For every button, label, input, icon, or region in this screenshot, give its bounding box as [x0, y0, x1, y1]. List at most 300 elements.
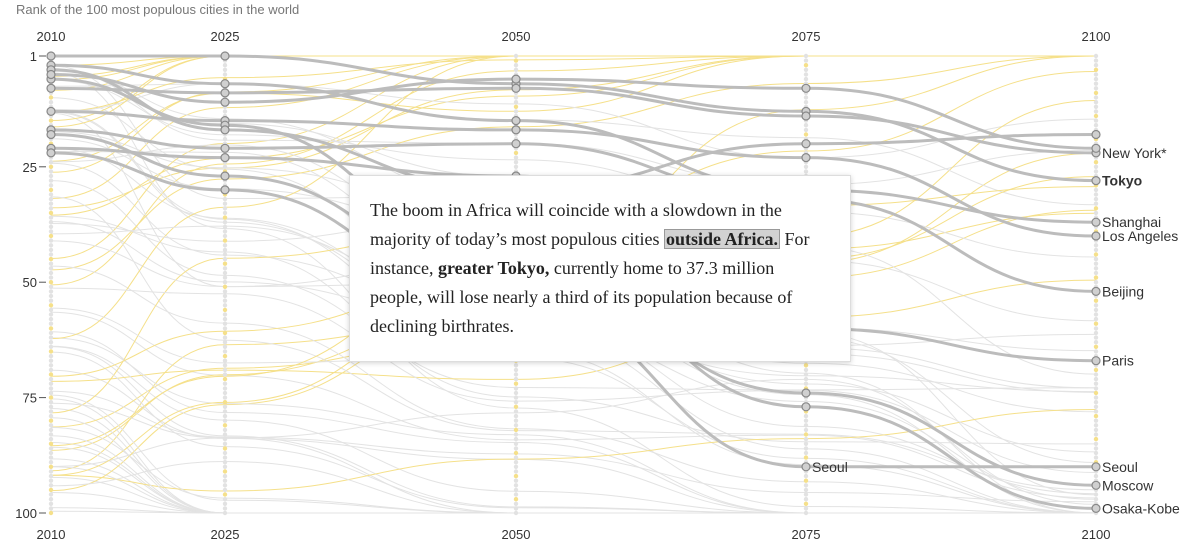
rank-dot	[514, 437, 518, 441]
background-line	[51, 428, 1096, 514]
rank-dot	[223, 262, 227, 266]
rank-dot	[804, 479, 808, 483]
rank-dot	[223, 294, 227, 298]
x-tick-label: 2025	[210, 29, 240, 44]
rank-dot	[514, 419, 518, 423]
rank-dot	[49, 423, 53, 427]
rank-dot	[223, 372, 227, 376]
rank-dot	[223, 229, 227, 233]
rank-dot	[49, 294, 53, 298]
rank-dot	[514, 502, 518, 506]
rank-dot	[514, 95, 518, 99]
rank-dot	[1094, 262, 1098, 266]
series-point[interactable]	[512, 126, 520, 134]
rank-dot	[49, 118, 53, 122]
rank-dot	[514, 54, 518, 58]
rank-dot	[223, 215, 227, 219]
rank-dot	[49, 460, 53, 464]
rank-dot	[49, 455, 53, 459]
rank-dot	[514, 100, 518, 104]
rank-dot	[1094, 54, 1098, 58]
rank-dot	[1094, 349, 1098, 353]
rank-dot	[49, 419, 53, 423]
y-tick-label: 100	[15, 506, 37, 521]
rank-dot	[223, 354, 227, 358]
rank-dot	[223, 492, 227, 496]
series-point[interactable]	[47, 52, 55, 60]
rank-dot	[1094, 400, 1098, 404]
city-label: Shanghai	[1102, 214, 1162, 231]
rank-dot	[1094, 322, 1098, 326]
rank-dot	[49, 377, 53, 381]
series-point[interactable]	[221, 186, 229, 194]
series-point[interactable]	[802, 403, 810, 411]
rank-dot	[223, 419, 227, 423]
rank-dot	[1094, 446, 1098, 450]
rank-dot	[514, 492, 518, 496]
rank-dot	[49, 469, 53, 473]
y-axis	[15, 49, 46, 521]
background-line	[51, 462, 1096, 514]
rank-dot	[1094, 197, 1098, 201]
rank-dot	[223, 451, 227, 455]
annotation-text-1: The boom in Africa will coincide with a slowdown in the majority of today’s most populous cities	[370, 200, 782, 249]
rank-dot	[223, 285, 227, 289]
rank-dot	[804, 382, 808, 386]
series-point[interactable]	[221, 126, 229, 134]
rank-dot	[804, 423, 808, 427]
rank-dot	[1094, 405, 1098, 409]
series-point[interactable]	[512, 140, 520, 148]
rank-dot	[804, 432, 808, 436]
rank-dot	[49, 225, 53, 229]
rank-dot	[223, 423, 227, 427]
rank-dot	[514, 109, 518, 113]
rank-dot	[514, 68, 518, 72]
rank-dot	[223, 349, 227, 353]
rank-dot	[804, 511, 808, 515]
series-point[interactable]	[47, 71, 55, 79]
rank-dot	[223, 63, 227, 67]
rank-dot	[49, 229, 53, 233]
rank-dot	[514, 377, 518, 381]
series-point[interactable]	[802, 154, 810, 162]
rank-dot	[514, 506, 518, 510]
rank-dot	[514, 386, 518, 390]
rank-dot	[804, 492, 808, 496]
rank-dot	[49, 271, 53, 275]
series-point[interactable]	[1092, 131, 1100, 139]
rank-dot	[1094, 312, 1098, 316]
series-point[interactable]	[512, 84, 520, 92]
city-label: Paris	[1102, 352, 1134, 369]
series-point[interactable]	[1092, 357, 1100, 365]
series-point[interactable]	[1092, 218, 1100, 226]
series-point[interactable]	[802, 389, 810, 397]
series-point[interactable]	[221, 52, 229, 60]
rank-dot	[49, 372, 53, 376]
rank-dot	[49, 220, 53, 224]
series-point[interactable]	[1092, 177, 1100, 185]
rank-dot	[223, 340, 227, 344]
rank-dot	[804, 58, 808, 62]
rank-dot	[514, 155, 518, 159]
rank-dot	[49, 506, 53, 510]
rank-dot	[223, 206, 227, 210]
rank-dot	[49, 206, 53, 210]
rank-dot	[1094, 299, 1098, 303]
rank-dot	[804, 483, 808, 487]
rank-dot	[223, 488, 227, 492]
rank-dot	[1094, 160, 1098, 164]
rank-dot	[49, 192, 53, 196]
rank-dot	[1094, 497, 1098, 501]
rank-dot	[1094, 303, 1098, 307]
rank-dot	[514, 511, 518, 515]
rank-dot	[1094, 188, 1098, 192]
rank-dot	[514, 63, 518, 67]
rank-dot	[804, 502, 808, 506]
series-point[interactable]	[47, 84, 55, 92]
rank-dot	[1094, 474, 1098, 478]
rank-dot	[1094, 437, 1098, 441]
rank-dot	[223, 395, 227, 399]
rank-dot	[804, 77, 808, 81]
rank-dot	[223, 446, 227, 450]
y-tick-label: 1	[29, 49, 37, 64]
series-point[interactable]	[1092, 481, 1100, 489]
rank-dot	[514, 446, 518, 450]
annotation-highlight: outside Africa.	[665, 229, 778, 249]
rank-dot	[49, 280, 53, 284]
background-line	[51, 347, 1096, 513]
rank-dot	[49, 483, 53, 487]
rank-dot	[514, 405, 518, 409]
background-line	[51, 493, 1096, 514]
rank-dot	[49, 340, 53, 344]
city-label: New York*	[1102, 144, 1167, 161]
city-label: Seoul	[812, 458, 848, 475]
rank-dot	[49, 174, 53, 178]
rank-dot	[49, 197, 53, 201]
rank-dot	[223, 363, 227, 367]
rank-dot	[49, 234, 53, 238]
series-point[interactable]	[47, 149, 55, 157]
rank-dot	[514, 460, 518, 464]
y-tick-label: 50	[22, 275, 37, 291]
rank-dot	[804, 95, 808, 99]
rank-dot	[1094, 248, 1098, 252]
x-tick-label: 2010	[36, 527, 66, 542]
rank-dot	[514, 363, 518, 367]
rank-dot	[49, 257, 53, 261]
rank-dot	[1094, 109, 1098, 113]
rank-dot	[1094, 345, 1098, 349]
background-line	[51, 467, 1096, 513]
rank-dot	[49, 312, 53, 316]
rank-dot	[49, 202, 53, 206]
background-line	[51, 379, 1096, 504]
series-point[interactable]	[802, 463, 810, 471]
rank-dot	[1094, 317, 1098, 321]
rank-dot	[223, 479, 227, 483]
rank-dot	[1094, 58, 1098, 62]
rank-dot	[514, 160, 518, 164]
rank-dot	[1094, 202, 1098, 206]
rank-dot	[49, 465, 53, 469]
rank-dot	[804, 363, 808, 367]
rank-dot	[1094, 211, 1098, 215]
rank-dot	[223, 437, 227, 441]
rank-dot	[223, 248, 227, 252]
rank-dot	[223, 211, 227, 215]
rank-dot	[1094, 451, 1098, 455]
rank-dot	[1094, 206, 1098, 210]
rank-dot	[1094, 414, 1098, 418]
y-tick-label: 25	[22, 159, 37, 175]
rank-dot	[49, 428, 53, 432]
rank-dot	[223, 308, 227, 312]
rank-dot	[223, 252, 227, 256]
rank-dot	[223, 317, 227, 321]
rank-dot	[1094, 165, 1098, 169]
city-label: Los Angeles	[1102, 228, 1179, 244]
annotation-text-3: currently home to 37.3 million people, will lose nearly a third of its population because of declining birthrates.	[370, 258, 793, 336]
rank-dot	[49, 409, 53, 413]
rank-dot	[49, 354, 53, 358]
series-point[interactable]	[512, 117, 520, 125]
rank-dot	[49, 266, 53, 270]
rank-dot	[223, 266, 227, 270]
rank-dot	[49, 95, 53, 99]
rank-dot	[223, 400, 227, 404]
series-point[interactable]	[221, 80, 229, 88]
x-tick-label: 2075	[791, 29, 821, 44]
rank-dot	[49, 252, 53, 256]
rank-dot	[49, 368, 53, 372]
chart-title: Rank of the 100 most populous cities in the world	[16, 2, 300, 17]
rank-dot	[49, 405, 53, 409]
rank-dot	[49, 386, 53, 390]
rank-dot	[49, 395, 53, 399]
rank-dot	[49, 308, 53, 312]
rank-dot	[49, 188, 53, 192]
rank-dot	[49, 511, 53, 515]
series-point[interactable]	[802, 84, 810, 92]
rank-dot	[1094, 100, 1098, 104]
rank-dot	[1094, 326, 1098, 330]
series-point[interactable]	[1092, 504, 1100, 512]
rank-dot	[49, 382, 53, 386]
rank-dot	[1094, 192, 1098, 196]
rank-dot	[804, 414, 808, 418]
rank-dot	[49, 359, 53, 363]
rank-dot	[804, 128, 808, 132]
rank-dot	[804, 132, 808, 136]
rank-dot	[223, 72, 227, 76]
rank-dot	[223, 197, 227, 201]
rank-dot	[804, 497, 808, 501]
rank-dot	[1094, 86, 1098, 90]
rank-dot	[49, 451, 53, 455]
rank-dot	[804, 72, 808, 76]
annotation-text-2: For instance,	[370, 229, 810, 278]
rank-dot	[49, 437, 53, 441]
rank-dot	[804, 100, 808, 104]
rank-dot	[49, 349, 53, 353]
rank-dot	[514, 497, 518, 501]
series-point[interactable]	[802, 112, 810, 120]
series-point[interactable]	[47, 131, 55, 139]
background-line	[51, 346, 1096, 513]
rank-dot	[223, 409, 227, 413]
series-point[interactable]	[1092, 144, 1100, 152]
rank-dot	[514, 483, 518, 487]
rank-dot	[514, 151, 518, 155]
x-tick-label: 2100	[1081, 29, 1111, 44]
rank-dot	[49, 165, 53, 169]
series-point[interactable]	[221, 89, 229, 97]
rank-dot	[49, 391, 53, 395]
rank-dot	[49, 492, 53, 496]
series-point[interactable]	[1092, 232, 1100, 240]
rank-dot	[223, 280, 227, 284]
rank-dot	[49, 160, 53, 164]
rank-dot	[223, 331, 227, 335]
x-tick-label: 2075	[791, 527, 821, 542]
rank-dot	[1094, 308, 1098, 312]
rank-dot	[223, 68, 227, 72]
rank-dot	[1094, 419, 1098, 423]
rank-dot	[223, 312, 227, 316]
series-point[interactable]	[1092, 287, 1100, 295]
rank-dot	[1094, 423, 1098, 427]
rank-dot	[223, 299, 227, 303]
rank-dot	[223, 511, 227, 515]
series-point[interactable]	[221, 144, 229, 152]
rank-dot	[514, 474, 518, 478]
rank-dot	[1094, 82, 1098, 86]
rank-dot	[223, 322, 227, 326]
rank-dot	[514, 414, 518, 418]
series-point[interactable]	[47, 107, 55, 115]
series-point[interactable]	[1092, 463, 1100, 471]
rank-dot	[1094, 492, 1098, 496]
rank-dot	[223, 165, 227, 169]
rank-dot	[223, 257, 227, 261]
rank-dot	[49, 414, 53, 418]
rank-dot	[49, 285, 53, 289]
rank-dot	[804, 455, 808, 459]
city-label: Osaka-Kobe	[1102, 500, 1180, 517]
rank-dot	[223, 455, 227, 459]
rank-dot	[1094, 382, 1098, 386]
series-point[interactable]	[221, 172, 229, 180]
background-line	[51, 56, 1096, 76]
rank-dot	[804, 419, 808, 423]
rank-dot	[1094, 377, 1098, 381]
rank-dot	[514, 105, 518, 109]
rank-dot	[804, 442, 808, 446]
rank-dot	[223, 271, 227, 275]
rank-dot	[1094, 409, 1098, 413]
rank-dot	[1094, 68, 1098, 72]
rank-dot	[1094, 372, 1098, 376]
rank-dot	[223, 335, 227, 339]
rank-dot	[49, 178, 53, 182]
rank-dot	[804, 68, 808, 72]
top-x-axis	[37, 29, 1111, 44]
rank-dot	[514, 409, 518, 413]
rank-dot	[223, 275, 227, 279]
series-point[interactable]	[802, 140, 810, 148]
rank-dot	[223, 497, 227, 501]
rank-dot	[1094, 169, 1098, 173]
x-tick-label: 2025	[210, 527, 240, 542]
rank-dot	[514, 442, 518, 446]
rank-dot	[223, 303, 227, 307]
rank-dot	[223, 225, 227, 229]
rank-dot	[223, 368, 227, 372]
y-tick-label: 75	[22, 390, 37, 406]
rank-dot	[1094, 280, 1098, 284]
series-point[interactable]	[221, 154, 229, 162]
rank-dot	[223, 238, 227, 242]
rank-dot	[223, 377, 227, 381]
background-line	[51, 56, 1096, 121]
x-tick-label: 2050	[501, 527, 531, 542]
rank-dot	[223, 442, 227, 446]
rank-dot	[223, 289, 227, 293]
rank-dot	[1094, 275, 1098, 279]
rank-dot	[49, 363, 53, 367]
series-point[interactable]	[221, 98, 229, 106]
rank-dot	[804, 451, 808, 455]
rank-dot	[1094, 63, 1098, 67]
rank-dot	[223, 414, 227, 418]
rank-dot	[1094, 72, 1098, 76]
rank-dot	[514, 368, 518, 372]
rank-dot	[223, 469, 227, 473]
rank-dot	[804, 428, 808, 432]
annotation-city: greater Tokyo,	[437, 258, 550, 278]
x-tick-label: 2100	[1081, 527, 1111, 542]
rank-dot	[49, 345, 53, 349]
rank-dot	[514, 469, 518, 473]
rank-dot	[49, 243, 53, 247]
rank-dot	[223, 137, 227, 141]
rank-dot	[223, 326, 227, 330]
rank-dot	[1094, 368, 1098, 372]
rank-dot	[1094, 266, 1098, 270]
rank-dot	[223, 465, 227, 469]
rank-dot	[1094, 455, 1098, 459]
rank-dot	[804, 437, 808, 441]
series-point[interactable]	[512, 75, 520, 83]
rank-dot	[804, 488, 808, 492]
rank-dot	[223, 405, 227, 409]
rank-dot	[514, 391, 518, 395]
rank-dot	[49, 488, 53, 492]
rank-dot	[1094, 91, 1098, 95]
rank-dot	[804, 123, 808, 127]
rank-dot	[514, 165, 518, 169]
rank-dot	[1094, 252, 1098, 256]
rank-dot	[49, 497, 53, 501]
rank-dot	[514, 455, 518, 459]
city-label: Seoul	[1102, 458, 1138, 475]
rank-dot	[804, 63, 808, 67]
